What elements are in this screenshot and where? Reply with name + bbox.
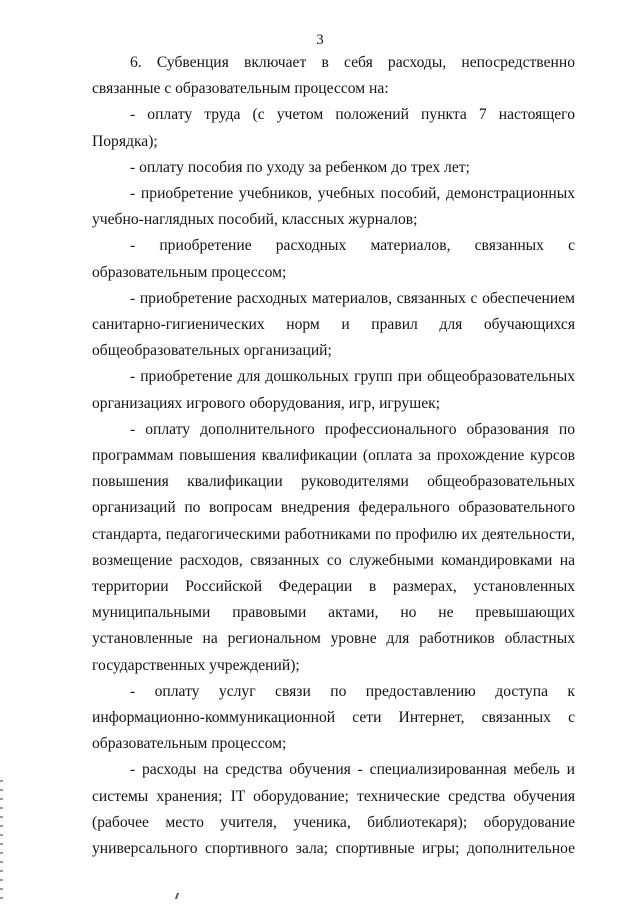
list-item-childcare-allowance: - оплату пособия по уходу за ребенком до трех лет;: [130, 158, 470, 176]
list-item-sanitary-materials: - приобретение расходных материалов, связанных с обеспечением санитарно-гигиенических норм и правил для обучающихся общеобразовательных организаций;: [92, 289, 575, 360]
list-item-consumables: - приобретение расходных материалов, связанных с образовательным процессом;: [92, 237, 575, 281]
paragraph-subvention-intro: 6. Субвенция включает в себя расходы, непосредственно связанные с образовательным процессом на:: [92, 54, 575, 98]
document-body: [92, 50, 575, 862]
page-number: 3: [316, 32, 324, 48]
scan-margin-artifact: [0, 780, 3, 900]
list-item-professional-education: - оплату дополнительного профессионального образования по программам повышения квалификации (оплата за прохождение курсов повышения квалификации руководителями общеобразовательных организаций по вопросам внедрения федерального образовательного стандарта, педагогическими работниками по профилю их деятельности, возмещение расходов, связанных со служебными командировками на территории Российской Федерации в размерах, установленных муниципальными правовыми актами, но не превышающих установленные на региональном уровне для работников областных государственных учреждений);: [92, 420, 575, 674]
list-item-preschool-equipment: - приобретение для дошкольных групп при общеобразовательных организациях игрового оборудования, игр, игрушек;: [92, 368, 575, 412]
list-item-textbooks: - приобретение учебников, учебных пособий, демонстрационных учебно-наглядных пособий, классных журналов;: [92, 185, 575, 229]
scan-artifact-mark: [175, 893, 179, 899]
list-item-labor-pay: - оплату труда (с учетом положений пункта 7 настоящего Порядка);: [92, 106, 575, 150]
list-item-internet-access: - оплату услуг связи по предоставлению доступа к информационно-коммуникационной сети Интернет, связанных с образовательным процессом;: [92, 682, 575, 753]
list-item-learning-tools: - расходы на средства обучения - специализированная мебель и системы хранения; IT оборудование; технические средства обучения (рабочее место учителя, ученика, библиотекаря); оборудование универсального спортивного зала; спортивные игры; дополнительное: [92, 761, 575, 858]
